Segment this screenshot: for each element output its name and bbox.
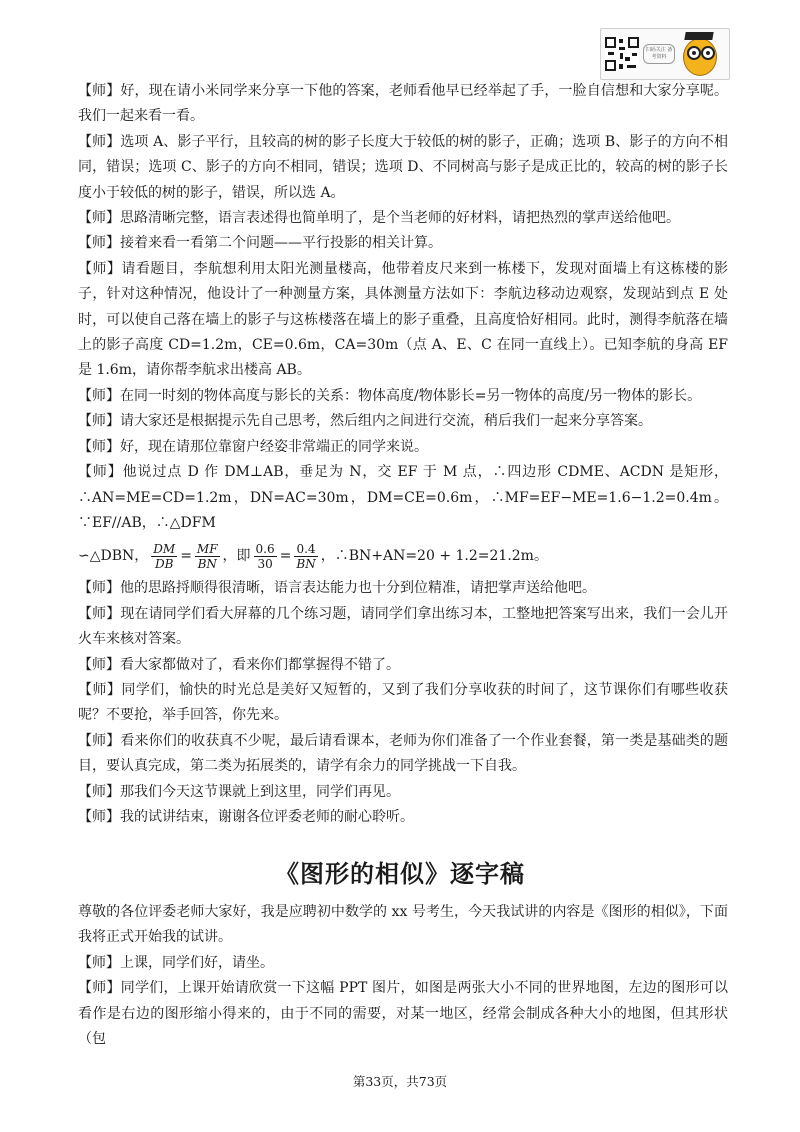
fraction: $\frac{0.4}{BN}$	[296, 541, 316, 571]
paragraph: 【师】同学们，上课开始请欣赏一下这幅 PPT 图片，如图是两张大小不同的世界地图，左边的图形可以看作是右边的图形缩小得来的，由于不同的需要，对某一地区，经常会制成各种大小的地图，但其形状（包	[78, 980, 729, 1048]
paragraph: 【师】思路清晰完整，语言表述得也简单明了，是个当老师的好材料，请把热烈的掌声送给他吧。	[78, 210, 680, 227]
paragraph: 尊敬的各位评委老师大家好，我是应聘初中数学的 xx 号考生，今天我试讲的内容是《图形的相似》，下面我将正式开始我的试讲。	[78, 904, 728, 946]
paragraph: 【师】好，现在请小米同学来分享一下他的答案，老师看他早已经举起了手，一脸自信想和大家分享呢。我们一起来看一看。	[78, 83, 729, 125]
paragraph: 【师】我的试讲结束，谢谢各位评委老师的耐心聆听。	[78, 808, 414, 825]
paragraph: 【师】在同一时刻的物体高度与影长的关系：物体高度/物体影长=另一物体的高度/另一物体的影长。	[78, 387, 702, 404]
paragraph: 【师】现在请同学们看大屏幕的几个练习题，请同学们拿出练习本，工整地把答案写出来，我们一会儿开火车来核对答案。	[78, 605, 729, 648]
paragraph: 【师】他说过点 D 作 DM⊥AB，垂足为 N，交 EF 于 M 点，∴四边形 CDME、ACDN 是矩形，∴AN=ME=CD=1.2m，DN=AC=30m，DM=CE=0.6m，∴MF=EF−ME=1.6−1.2=0.4m。∵EF//AB，∴△DFM	[78, 464, 728, 531]
fraction: $\frac{0.6}{30}$	[255, 541, 275, 571]
paragraph: 【师】请看题目，李航想利用太阳光测量楼高，他带着皮尺来到一栋楼下，发现对面墙上有这栋楼的影子，针对这种情况，他设计了一种测量方案，具体测量方法如下：李航边移动边观察，发现站到点 E 处时，可以使自己落在墙上的影子与这栋楼落在墙上的影子重叠，且高度恰好相同。此时，测得李航落在墙上的影子高度 CD=1.2m，CE=0.6m，CA=30m（点 A、E、C 在同一直线上）。已知李航的身高 EF 是 1.6m，请你帮李航求出楼高 AB。	[78, 260, 729, 379]
math-equation: ∽△DBN， $\frac{DM}{DB}$ = $\frac{MF}{BN}$ ，即 $\frac{0.6}{30}$ = $\frac{0.4}{BN}$ ，∴BN+AN=20 + 1.2=21.2m。	[78, 541, 548, 571]
header-logo	[600, 28, 730, 80]
logo-tagline: 扫码关注 备考资料	[643, 44, 675, 64]
paragraph: 【师】选项 A、影子平行，且较高的树的影子长度大于较低的树的影子，正确；选项 B、影子的方向不相同，错误；选项 C、影子的方向不相同，错误；选项 D、不同树高与影子是成正比的，较高的树的影子长度小于较低的树的影子，错误，所以选 A。	[78, 133, 729, 201]
paragraph: 【师】上课，同学们好，请坐。	[78, 954, 274, 971]
paragraph: 【师】他的思路捋顺得很清晰，语言表达能力也十分到位精准，请把掌声送给他吧。	[78, 580, 596, 597]
paragraph: 【师】接着来看一看第二个问题——平行投影的相关计算。	[78, 235, 442, 252]
main-text	[78, 79, 728, 830]
paragraph: 【师】看大家都做对了，看来你们都掌握得不错了。	[78, 656, 400, 673]
paragraph: 【师】看来你们的收获真不少呢，最后请看课本，老师为你们准备了一个作业套餐，第一类是基础类的题目，要认真完成，第二类为拓展类的，请学有余力的同学挑战一下自我。	[78, 732, 729, 775]
qr-code-icon	[605, 37, 639, 71]
paragraph: 【师】那我们今天这节课就上到这里，同学们再见。	[78, 783, 400, 800]
fraction: $\frac{DM}{DB}$	[153, 541, 176, 571]
paragraph: 【师】请大家还是根据提示先自己思考，然后组内之间进行交流，稍后我们一起来分享答案。	[78, 413, 652, 430]
owl-mascot-icon	[679, 32, 719, 76]
section-title: 《图形的相似》逐字稿	[275, 860, 525, 888]
page-footer: 第33页，共73页	[352, 1074, 448, 1089]
section-text	[78, 900, 728, 1052]
fraction: $\frac{MF}{BN}$	[196, 541, 218, 571]
paragraph: 【师】同学们，愉快的时光总是美好又短暂的，又到了我们分享收获的时间了，这节课你们有哪些收获呢？不要抢，举手回答，你先来。	[78, 681, 729, 724]
paragraph: 【师】好，现在请那位靠窗户经姿非常端正的同学来说。	[78, 438, 428, 455]
